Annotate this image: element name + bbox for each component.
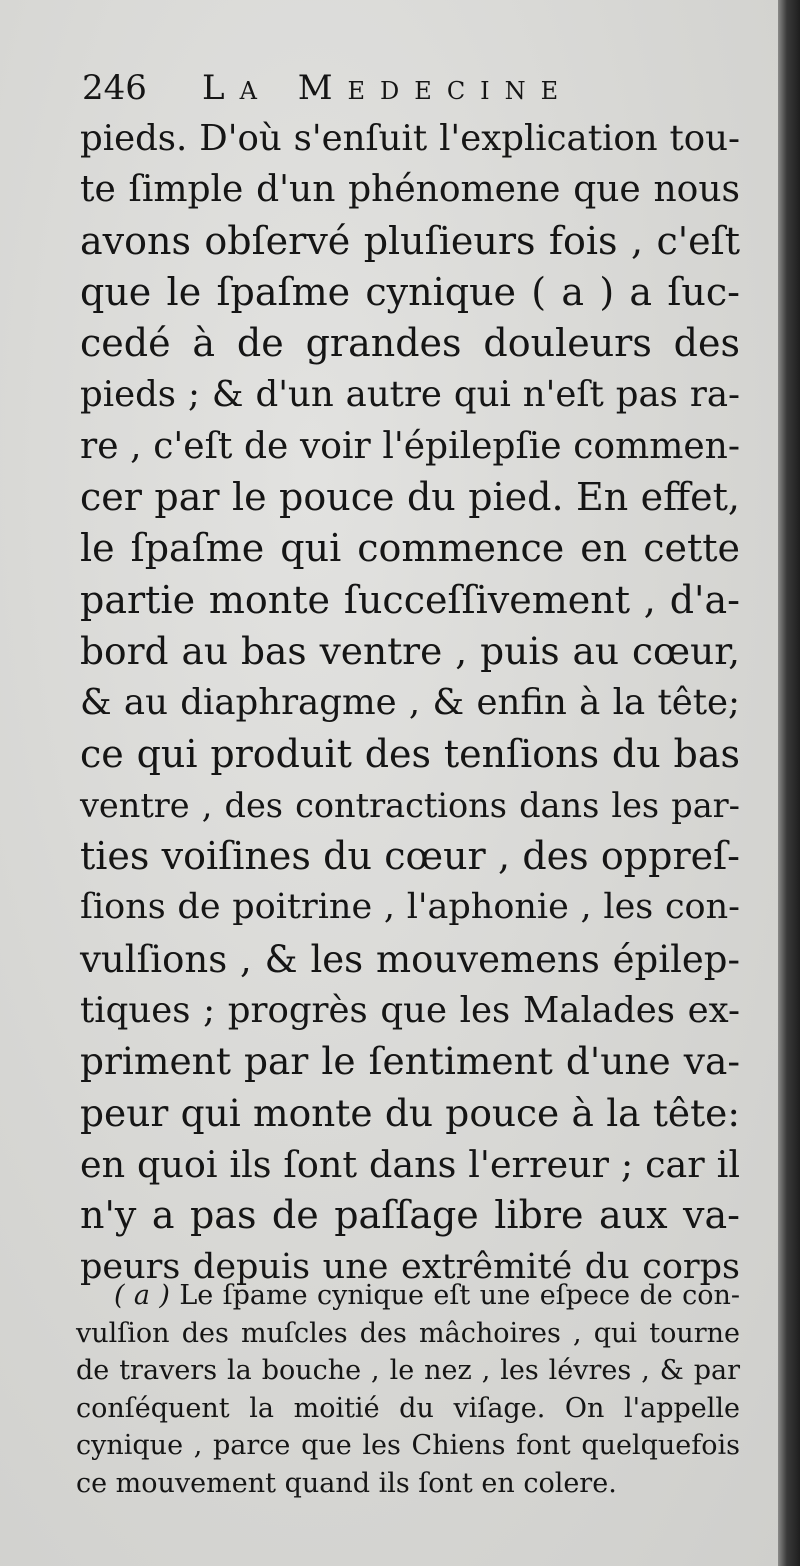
text-line: le ſpaſme qui commence en cette (80, 526, 740, 571)
text-line: que le ſpaſme cynique ( a ) a ſuc- (80, 269, 740, 314)
footnote-line: ce mouvement quand ils ſont en colere. (76, 1467, 617, 1499)
text-line: partie monte ſucceſſivement , d'a- (80, 577, 740, 622)
text-line: cedé à de grandes douleurs des (80, 321, 740, 366)
text-line: ce qui produit des tenſions du bas (80, 731, 740, 776)
text-line: priment par le ſentiment d'une va- (80, 1039, 740, 1084)
footnote-line: de travers la bouche , le nez , les lévres , & par (76, 1355, 740, 1387)
footnote-line: cynique , parce que les Chiens font quelquefois (76, 1430, 740, 1462)
footnote (76, 1277, 740, 1503)
text-line: tiques ; progrès que les Malades ex- (80, 990, 740, 1032)
text-line: ties voiſines du cœur , des oppreſ- (80, 834, 740, 879)
text-line: pieds ; & d'un autre qui n'eſt pas ra- (80, 374, 740, 416)
text-line: re , c'eſt de voir l'épilepſie commen- (80, 425, 740, 467)
page-number: 246 (82, 68, 147, 108)
text-line: peur qui monte du pouce à la tête: (80, 1090, 740, 1135)
footnote-text: Le ſpame cynique eſt une eſpece de con- (179, 1280, 740, 1311)
page-header (82, 66, 722, 110)
text-line: n'y a pas de paſſage libre aux va- (80, 1193, 740, 1238)
body-text (80, 113, 740, 1293)
text-line: peurs depuis une extrêmité du corps (80, 1246, 740, 1287)
text-line: & au diaphragme , & enfin à la tête; (80, 682, 740, 724)
running-title: La Medecine (202, 68, 574, 108)
text-line: te ſimple d'un phénomene que nous (80, 169, 740, 211)
footnote-line (76, 1277, 740, 1315)
text-line: ſions de poitrine , l'aphonie , les con- (80, 887, 740, 928)
footnote-marker: ( a ) (114, 1280, 170, 1311)
text-line: vulſions , & les mouvemens épilep- (80, 937, 740, 981)
footnote-line: conſéquent la moitié du viſage. On l'appelle (76, 1392, 740, 1424)
text-line: cer par le pouce du pied. En effet, (80, 475, 740, 520)
page-edge-shadow (778, 0, 800, 1566)
footnote-line: vulſion des muſcles des mâchoires , qui tourne (76, 1317, 740, 1349)
text-line: pieds. D'où s'enſuit l'explication tou- (80, 118, 740, 159)
text-line: ventre , des contractions dans les par- (80, 785, 740, 825)
text-line: avons obſervé pluſieurs fois , c'eſt (80, 218, 740, 263)
text-line: bord au bas ventre , puis au cœur, (80, 628, 740, 673)
text-line: en quoi ils ſont dans l'erreur ; car il (80, 1142, 740, 1186)
